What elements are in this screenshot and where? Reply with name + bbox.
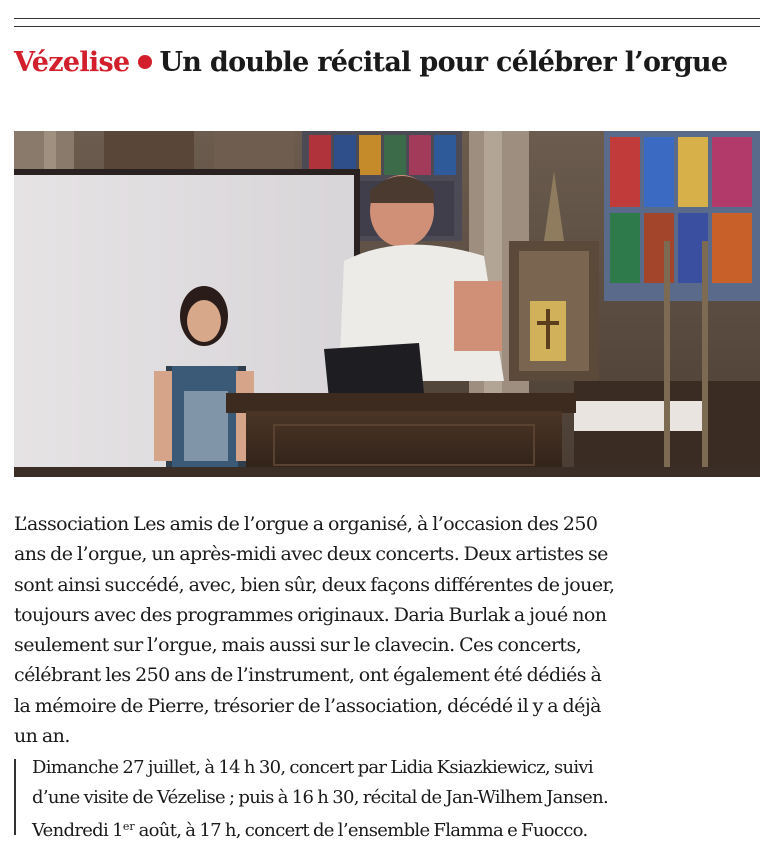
body-line: toujours avec des programmes originaux. Daria Burlak a joué non [14,603,607,626]
body-line: sont ainsi succédé, avec, bien sûr, deux façons différentes de jouer, [14,573,615,596]
bullet-dot-icon [138,55,152,69]
body-line: célébrant les 250 ans de l’instrument, ont également été dédiés à [14,664,602,687]
ordinal-superscript: er [122,820,135,833]
body-line: un an. [14,725,70,748]
event-info-box [14,753,760,841]
info-line-end: août, à 17 h, concert de l’ensemble Flamma e Fuocco. [134,820,588,841]
article-photo [14,131,760,477]
info-line: d’une visite de Vézelise ; puis à 16 h 30, récital de Jan-Wilhem Jansen. [32,786,608,808]
body-line: la mémoire de Pierre, trésorier de l’association, décédé il y a déjà [14,694,601,717]
location-kicker: Vézelise [14,47,130,78]
info-line [32,812,608,846]
body-line: L’association Les amis de l’orgue a organisé, à l’occasion des 250 [14,513,598,535]
article-headline [14,40,760,86]
info-left-rule [14,759,16,835]
body-line: ans de l’orgue, un après-midi avec deux concerts. Deux artistes se [14,543,608,566]
info-line-start: Vendredi 1 [32,820,123,841]
top-rule-secondary [14,26,760,27]
article-body [14,509,764,751]
body-line: seulement sur l’orgue, mais aussi sur le clavecin. Ces concerts, [14,634,582,657]
event-info-text [32,753,608,846]
top-rule [14,18,760,19]
info-line: Dimanche 27 juillet, à 14 h 30, concert par Lidia Ksiazkiewicz, suivi [32,757,593,778]
article-title: Un double récital pour célébrer l’orgue [159,47,728,78]
